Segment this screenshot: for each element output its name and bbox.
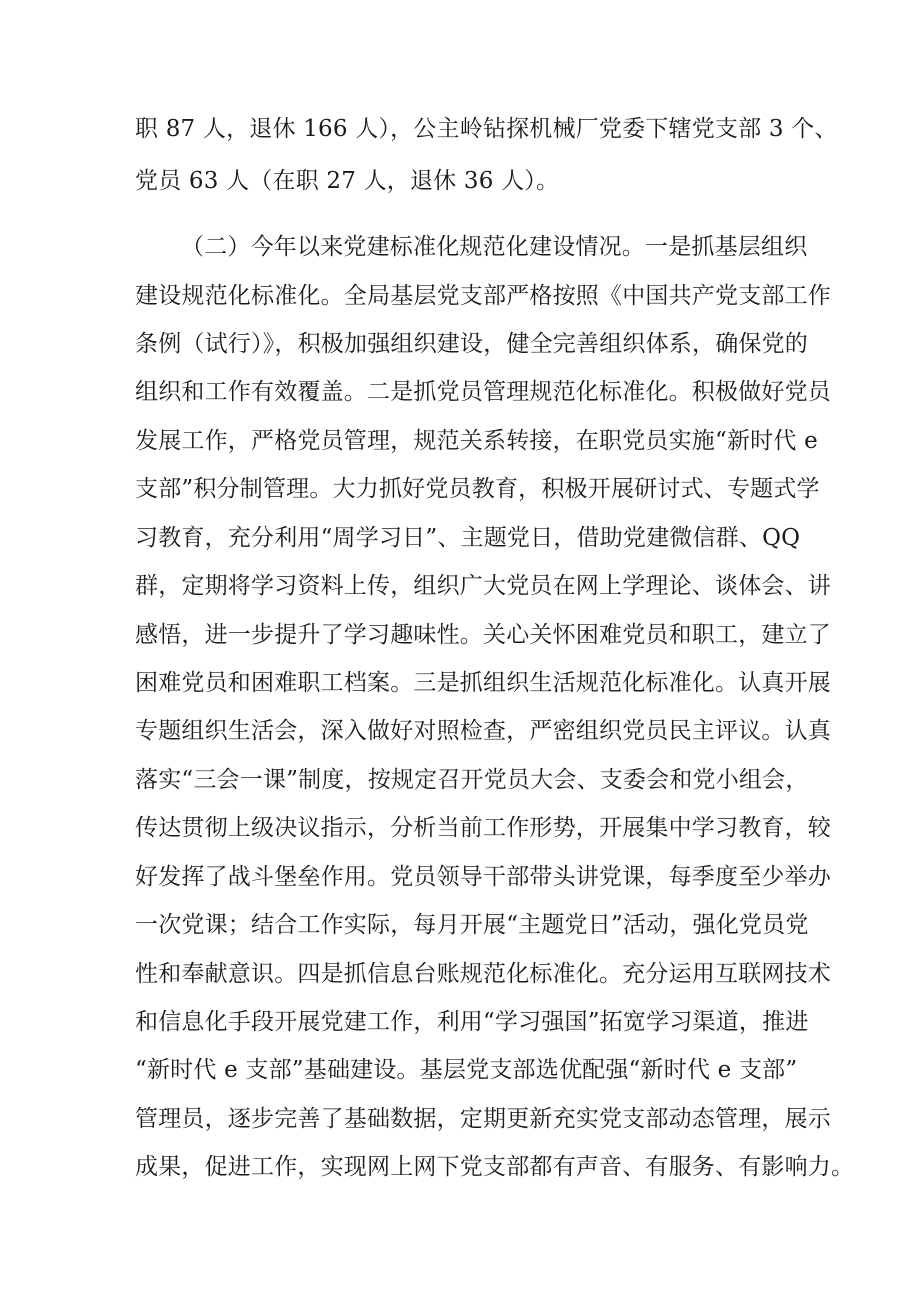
text-line: 和信息化手段开展党建工作，利用“学习强国”拓宽学习渠道，推进 <box>135 1009 809 1035</box>
text-line: 管理员，逐步完善了基础数据，定期更新充实党支部动态管理，展示 <box>135 1106 831 1132</box>
text-line: 感悟，进一步提升了学习趣味性。关心关怀困难党员和职工，建立了 <box>135 622 831 648</box>
text-line: 职 87 人，退休 166 人），公主岭钻探机械厂党委下辖党支部 3 个、 <box>135 116 838 142</box>
text-line: “新时代 e 支部”基础建设。基层党支部选优配强“新时代 e 支部” <box>135 1057 798 1083</box>
text-line: 专题组织生活会，深入做好对照检查，严密组织党员民主评议。认真 <box>135 718 831 744</box>
text-line: 支部”积分制管理。大力抓好党员教育，积极开展研讨式、专题式学 <box>135 476 820 502</box>
text-line: （二）今年以来党建标准化规范化建设情况。一是抓基层组织 <box>181 234 808 260</box>
text-line: 好发挥了战斗堡垒作用。党员领导干部带头讲党课，每季度至少举办 <box>135 864 831 890</box>
text-line: 党员 63 人（在职 27 人，退休 36 人）。 <box>135 168 560 194</box>
text-line: 成果，促进工作，实现网上网下党支部都有声音、有服务、有影响力。 <box>135 1154 855 1180</box>
text-line: 一次党课；结合工作实际，每月开展“主题党日”活动，强化党员党 <box>135 912 809 938</box>
text-line: 建设规范化标准化。全局基层党支部严格按照《中国共产党支部工作 <box>135 283 831 309</box>
text-line: 发展工作，严格党员管理，规范关系转接，在职党员实施“新时代 e <box>135 428 818 454</box>
text-line: 习教育，充分利用“周学习日”、主题党日，借助党建微信群、QQ <box>135 525 801 551</box>
text-line: 组织和工作有效覆盖。二是抓党员管理规范化标准化。积极做好党员 <box>135 379 831 405</box>
text-line: 条例（试行）》，积极加强组织建设，健全完善组织体系，确保党的 <box>135 331 808 357</box>
text-line: 困难党员和困难职工档案。三是抓组织生活规范化标准化。认真开展 <box>135 670 831 696</box>
text-line: 落实“三会一课”制度，按规定召开党员大会、支委会和党小组会， <box>135 767 809 793</box>
text-line: 传达贯彻上级决议指示，分析当前工作形势，开展集中学习教育，较 <box>135 815 831 841</box>
text-line: 性和奉献意识。四是抓信息台账规范化标准化。充分运用互联网技术 <box>135 961 831 987</box>
text-line: 群，定期将学习资料上传，组织广大党员在网上学理论、谈体会、讲 <box>135 573 831 599</box>
